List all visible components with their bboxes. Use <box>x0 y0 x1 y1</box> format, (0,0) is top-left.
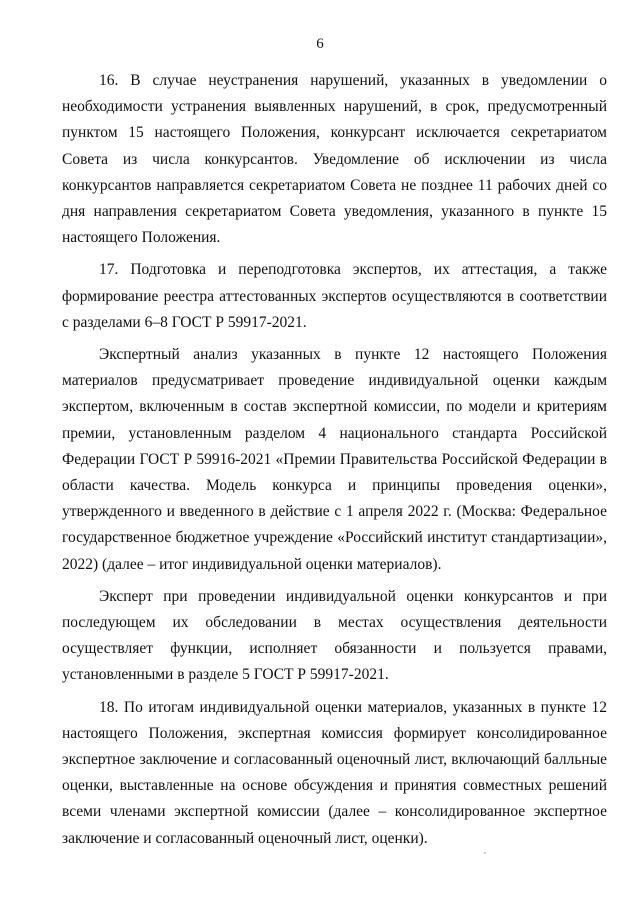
paragraph-expert-analysis: Экспертный анализ указанных в пункте 12 настоящего Положения материалов предусматривает проведение индивидуальной оценки каждым экспертом, включенным в состав экспертной комиссии, по модели и критериям премии, установленным разделом 4 национального стандарта Российской Федерации ГОСТ Р 59916-2021 «Премии Правительства Российской Федерации в области качества. Модель конкурса и принципы проведения оценки», утвержденного и введенного в действие с 1 апреля 2022 г. (Москва: Федеральное государственное бюджетное учреждение «Российский институт стандартизации», 2022) (далее – итог индивидуальной оценки материалов). <box>62 346 607 573</box>
scan-speck <box>484 852 486 854</box>
paragraph-17: 17. Подготовка и переподготовка экспертов, их аттестация, а также формирование реестра аттестованных экспертов осуществляются в соответствии с разделами 6–8 ГОСТ Р 59917-2021. <box>62 261 607 331</box>
paragraph-18: 18. По итогам индивидуальной оценки материалов, указанных в пункте 12 настоящего Положения, экспертная комиссия формирует консолидированное экспертное заключение и согласованный оценочный лист, включающий балльные оценки, выставленные на основе обсуждения и принятия совместных решений всеми членами экспертной комиссии (далее – консолидированное экспертное заключение и согласованный оценочный лист, оценки). <box>62 698 607 847</box>
document-body <box>62 68 607 858</box>
page-number: 6 <box>316 36 324 52</box>
paragraph-16: 16. В случае неустранения нарушений, указанных в уведомлении о необходимости устранения выявленных нарушений, в срок, предусмотренный пунктом 15 настоящего Положения, конкурсант исключается секретариатом Совета из числа конкурсантов. Уведомление об исключении из числа конкурсантов направляется секретариатом Совета не позднее 11 рабочих дней со дня направления секретариатом Совета уведомления, указанного в пункте 15 настоящего Положения. <box>62 72 607 247</box>
paragraph-expert-functions: Эксперт при проведении индивидуальной оценки конкурсантов и при последующем их обследовании в местах осуществления деятельности осуществляет функции, исполняет обязанности и пользуется правами, установленными в разделе 5 ГОСТ Р 59917-2021. <box>62 587 607 684</box>
